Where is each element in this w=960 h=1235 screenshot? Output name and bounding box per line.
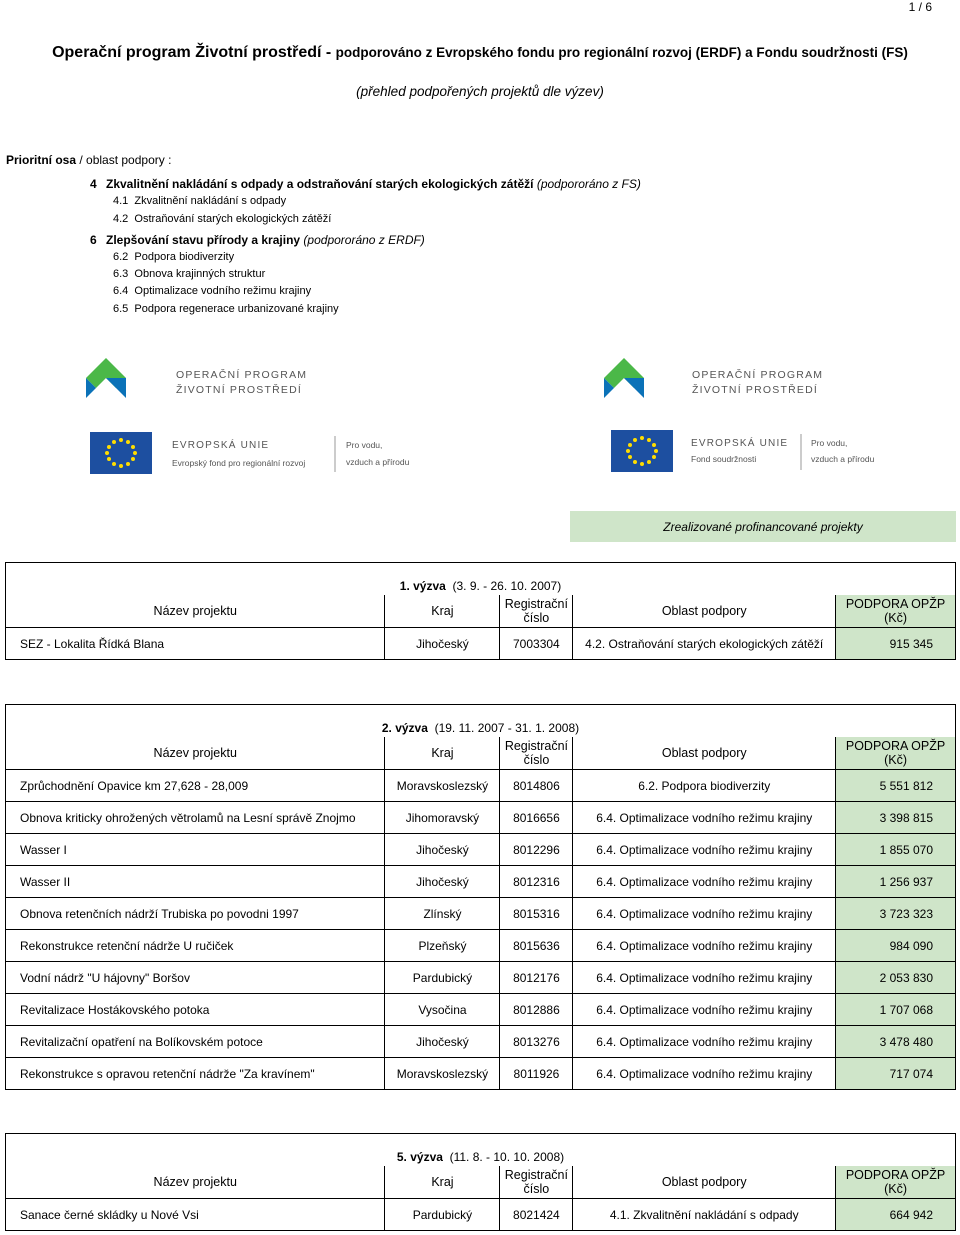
area-name: Ostraňování starých ekologických zátěží [134, 213, 332, 225]
table-row [6, 994, 956, 1026]
eu-fund: Evropský fond pro regionální rozvoj [172, 458, 306, 468]
table-row [6, 1199, 956, 1231]
cell-reg: 8015316 [500, 898, 573, 930]
call-title [6, 1134, 956, 1167]
cell-kraj: Pardubický [385, 962, 500, 994]
cell-kraj: Jihočeský [385, 834, 500, 866]
title-separator: - [321, 44, 336, 61]
support-area [113, 303, 339, 315]
table-row [6, 1058, 956, 1090]
cell-name: Wasser I [6, 834, 385, 866]
support-area [113, 268, 265, 280]
col-kraj: Kraj [385, 1166, 500, 1199]
title-main: Operační program Životní prostředí [52, 44, 322, 61]
cell-reg: 8016656 [500, 802, 573, 834]
cell-oblast: 6.4. Optimalizace vodního režimu krajiny [573, 962, 836, 994]
priority-axis [90, 233, 425, 247]
table-row [6, 898, 956, 930]
cell-name: Wasser II [6, 866, 385, 898]
cell-kraj: Jihočeský [385, 628, 500, 660]
area-code: 6.2 [113, 251, 129, 263]
table-row [6, 628, 956, 660]
page-number: 1 / 6 [908, 0, 932, 14]
axis-name: Zlepšování stavu přírody a krajiny [106, 233, 301, 247]
support-area [113, 285, 311, 297]
op-zp-logo-left [84, 350, 324, 400]
call-number: 1. výzva [399, 579, 446, 593]
cell-oblast: 6.2. Podpora biodiverzity [573, 770, 836, 802]
cell-podpora: 1 855 070 [836, 834, 956, 866]
cell-kraj: Jihomoravský [385, 802, 500, 834]
cell-name: SEZ - Lokalita Řídká Blana [6, 628, 385, 660]
op-line1: OPERAČNÍ PROGRAM [692, 369, 824, 381]
title-sub: podporováno z Evropského fondu pro regionální rozvoj (ERDF) a Fondu soudržnosti (FS) [335, 45, 908, 60]
table-row [6, 866, 956, 898]
priority-label-b: / oblast podpory : [76, 153, 172, 167]
cell-oblast: 6.4. Optimalizace vodního režimu krajiny [573, 898, 836, 930]
cell-name: Revitalizace Hostákovského potoka [6, 994, 385, 1026]
cell-kraj: Pardubický [385, 1199, 500, 1231]
col-name: Název projektu [6, 1166, 385, 1199]
eu-slogan2: vzduch a přírodu [346, 457, 410, 467]
cell-reg: 8015636 [500, 930, 573, 962]
call-number: 2. výzva [381, 721, 428, 735]
cell-reg: 8012316 [500, 866, 573, 898]
cell-kraj: Moravskoslezský [385, 770, 500, 802]
axis-note: (podpororáno z FS) [536, 177, 641, 191]
cell-kraj: Zlínský [385, 898, 500, 930]
eu-title: EVROPSKÁ UNIE [691, 438, 789, 449]
op-line2: ŽIVOTNÍ PROSTŘEDÍ [692, 384, 818, 396]
cell-name: Revitalizační opatření na Bolíkovském potoce [6, 1026, 385, 1058]
col-name: Název projektu [6, 595, 385, 628]
table-row [6, 802, 956, 834]
area-code: 6.5 [113, 303, 129, 315]
cell-name: Rekonstrukce s opravou retenční nádrže "Za kravínem" [6, 1058, 385, 1090]
cell-kraj: Moravskoslezský [385, 1058, 500, 1090]
eu-fund: Fond soudržnosti [691, 454, 757, 464]
area-name: Obnova krajinných struktur [134, 268, 266, 280]
col-kraj: Kraj [385, 595, 500, 628]
axis-note: (podpororáno z ERDF) [303, 233, 425, 247]
col-oblast: Oblast podpory [573, 1166, 836, 1199]
eu-title: EVROPSKÁ UNIE [172, 440, 270, 451]
cell-reg: 8021424 [500, 1199, 573, 1231]
table-row [6, 962, 956, 994]
cell-reg: 7003304 [500, 628, 573, 660]
col-reg: Registrační číslo [500, 737, 573, 770]
cell-name: Vodní nádrž "U hájovny" Boršov [6, 962, 385, 994]
col-podpora: PODPORA OPŽP (Kč) [836, 595, 956, 628]
cell-kraj: Jihočeský [385, 1026, 500, 1058]
cell-podpora: 664 942 [836, 1199, 956, 1231]
call-title [6, 563, 956, 596]
priority-label [6, 153, 171, 167]
table-row [6, 834, 956, 866]
col-kraj: Kraj [385, 737, 500, 770]
col-reg: Registrační číslo [500, 1166, 573, 1199]
call-dates: (11. 8. - 10. 10. 2008) [449, 1150, 565, 1164]
col-podpora: PODPORA OPŽP (Kč) [836, 1166, 956, 1199]
area-code: 4.2 [113, 213, 129, 225]
page-title [0, 44, 960, 62]
cell-reg: 8012886 [500, 994, 573, 1026]
col-podpora: PODPORA OPŽP (Kč) [836, 737, 956, 770]
call-number: 5. výzva [396, 1150, 443, 1164]
area-name: Podpora regenerace urbanizované krajiny [134, 303, 339, 315]
cell-oblast: 6.4. Optimalizace vodního režimu krajiny [573, 930, 836, 962]
cell-oblast: 4.2. Ostraňování starých ekologických zátěží [573, 628, 836, 660]
axis-number: 4 [90, 177, 97, 191]
cell-reg: 8012176 [500, 962, 573, 994]
cell-oblast: 6.4. Optimalizace vodního režimu krajiny [573, 1026, 836, 1058]
cell-podpora: 984 090 [836, 930, 956, 962]
op-zp-emblem-icon [86, 358, 126, 398]
cell-oblast: 6.4. Optimalizace vodního režimu krajiny [573, 1058, 836, 1090]
cell-podpora: 3 478 480 [836, 1026, 956, 1058]
cell-podpora: 3 398 815 [836, 802, 956, 834]
cell-name: Zprůchodnění Opavice km 27,628 - 28,009 [6, 770, 385, 802]
eu-slogan1: Pro vodu, [811, 438, 848, 448]
cell-oblast: 4.1. Zkvalitnění nakládání s odpady [573, 1199, 836, 1231]
page-subtitle: (přehled podpořených projektů dle výzev) [356, 84, 604, 99]
col-name: Název projektu [6, 737, 385, 770]
area-name: Zkvalitnění nakládání s odpady [134, 195, 287, 207]
cell-kraj: Jihočeský [385, 866, 500, 898]
op-line1: OPERAČNÍ PROGRAM [176, 369, 308, 381]
cell-oblast: 6.4. Optimalizace vodního režimu krajiny [573, 802, 836, 834]
cell-podpora: 915 345 [836, 628, 956, 660]
axis-name: Zkvalitnění nakládání s odpady a odstraňování starých ekologických zátěží [106, 177, 534, 191]
op-zp-emblem-icon [604, 358, 644, 398]
table-row [6, 1026, 956, 1058]
cell-podpora: 717 074 [836, 1058, 956, 1090]
cell-oblast: 6.4. Optimalizace vodního režimu krajiny [573, 834, 836, 866]
priority-axis [90, 177, 641, 191]
op-zp-logo-right [602, 350, 842, 410]
op-line2: ŽIVOTNÍ PROSTŘEDÍ [176, 384, 302, 396]
table-row [6, 770, 956, 802]
cell-reg: 8012296 [500, 834, 573, 866]
call-dates: (3. 9. - 26. 10. 2007) [452, 579, 562, 593]
eu-erdf-logo [90, 432, 430, 476]
cell-reg: 8013276 [500, 1026, 573, 1058]
cell-kraj: Plzeňský [385, 930, 500, 962]
cell-reg: 8014806 [500, 770, 573, 802]
cell-name: Obnova kriticky ohrožených větrolamů na Lesní správě Znojmo [6, 802, 385, 834]
col-reg: Registrační číslo [500, 595, 573, 628]
realized-projects-label: Zrealizované profinancované projekty [570, 511, 956, 542]
col-oblast: Oblast podpory [573, 737, 836, 770]
area-name: Podpora biodiverzity [134, 251, 235, 263]
cell-name: Rekonstrukce retenční nádrže U ručiček [6, 930, 385, 962]
priority-label-a: Prioritní osa [6, 153, 77, 167]
area-code: 6.3 [113, 268, 129, 280]
area-name: Optimalizace vodního režimu krajiny [134, 285, 312, 297]
call-title [6, 705, 956, 738]
area-code: 6.4 [113, 285, 129, 297]
cell-reg: 8011926 [500, 1058, 573, 1090]
support-area [113, 195, 286, 207]
eu-slogan2: vzduch a přírodu [811, 454, 875, 464]
cell-oblast: 6.4. Optimalizace vodního režimu krajiny [573, 866, 836, 898]
cell-oblast: 6.4. Optimalizace vodního režimu krajiny [573, 994, 836, 1026]
cell-name: Sanace černé skládky u Nové Vsi [6, 1199, 385, 1231]
cell-podpora: 2 053 830 [836, 962, 956, 994]
area-code: 4.1 [113, 195, 129, 207]
cell-podpora: 5 551 812 [836, 770, 956, 802]
cell-podpora: 3 723 323 [836, 898, 956, 930]
call-table [5, 1133, 956, 1231]
cell-podpora: 1 707 068 [836, 994, 956, 1026]
cell-name: Obnova retenčních nádrží Trubiska po povodni 1997 [6, 898, 385, 930]
support-area [113, 251, 234, 263]
call-dates: (19. 11. 2007 - 31. 1. 2008) [434, 721, 580, 735]
eu-slogan1: Pro vodu, [346, 440, 383, 450]
support-area [113, 213, 331, 225]
cell-podpora: 1 256 937 [836, 866, 956, 898]
call-table [5, 562, 956, 660]
axis-number: 6 [90, 233, 97, 247]
call-table [5, 704, 956, 1090]
cell-kraj: Vysočina [385, 994, 500, 1026]
col-oblast: Oblast podpory [573, 595, 836, 628]
table-row [6, 930, 956, 962]
eu-fs-logo [611, 430, 911, 474]
